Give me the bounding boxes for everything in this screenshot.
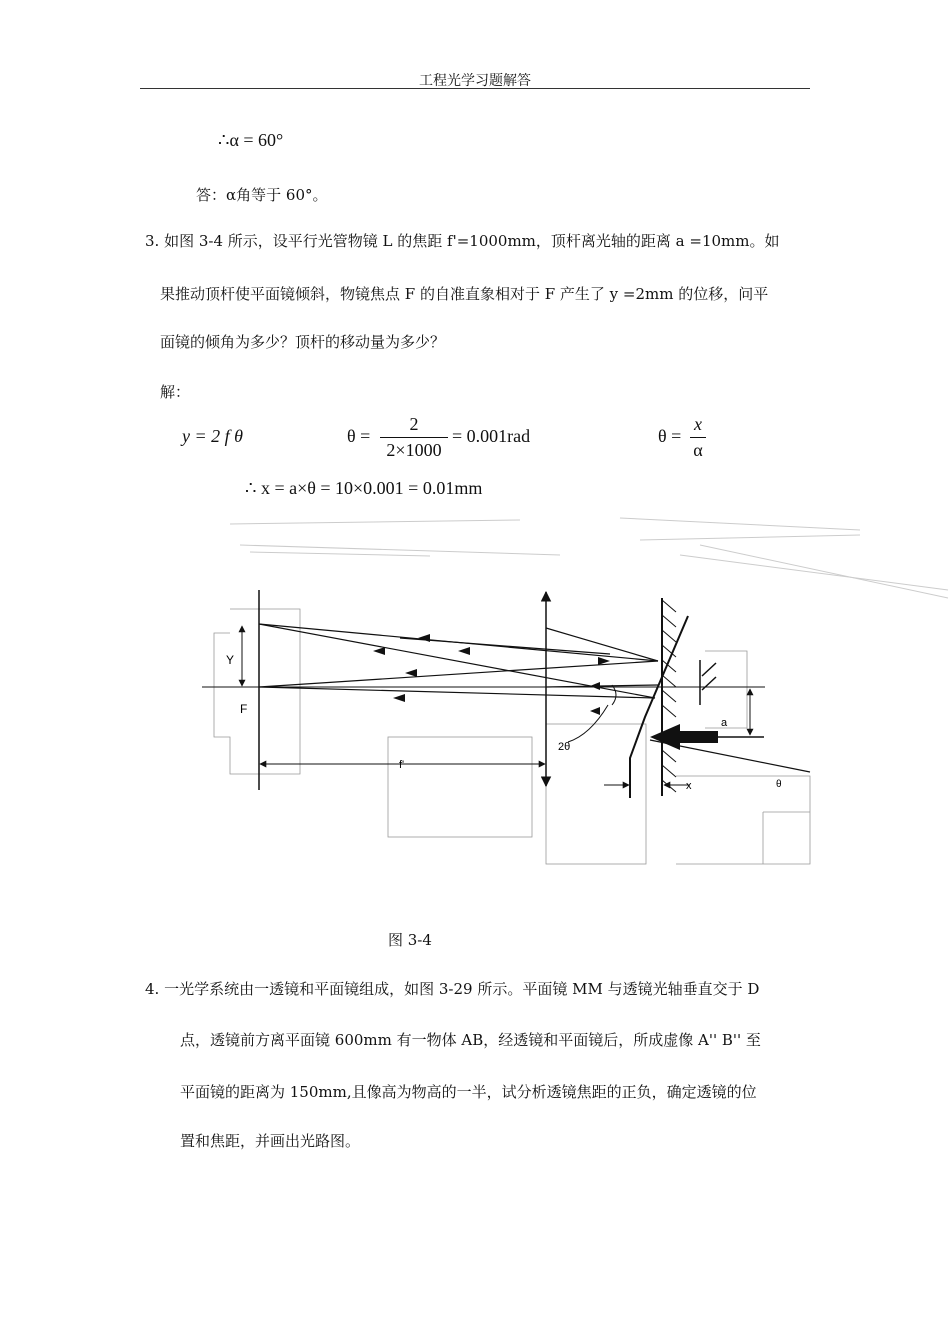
equation-theta2-lhs: θ =	[658, 426, 682, 446]
problem4-line1: 4. 一光学系统由一透镜和平面镜组成，如图 3-29 所示。平面镜 MM 与透镜光轴垂直交于 D	[145, 980, 760, 998]
problem4-line4: 置和焦距，并画出光路图。	[180, 1132, 361, 1150]
label-f: F	[240, 702, 248, 716]
equation-theta-denominator: 2×1000	[386, 440, 442, 460]
tilted-mirror	[630, 616, 688, 798]
figure-caption: 图 3-4	[388, 931, 432, 949]
equation-theta-rhs: = 0.001rad	[452, 426, 531, 446]
equation-theta2-denominator: α	[693, 440, 703, 460]
angle-arc	[612, 685, 616, 705]
label-y: Y	[226, 653, 235, 667]
equation-theta-lhs: θ =	[347, 426, 371, 446]
problem3-line2: 果推动顶杆使平面镜倾斜，物镜焦点 F 的自准直象相对于 F 产生了 y =2mm 的位移，问平	[160, 285, 769, 303]
two-theta-leader	[568, 705, 608, 742]
push-rod-tip	[650, 724, 680, 750]
light-rays	[259, 624, 810, 772]
problem3-line1: 3. 如图 3-4 所示，设平行光管物镜 L 的焦距 f'=1000mm，顶杆离光轴的距离 a =10mm。如	[145, 232, 780, 250]
answer-line: 答：α角等于 60°。	[196, 186, 328, 204]
mirror-hatching	[662, 600, 676, 792]
problem3-line3: 面镜的倾角为多少？顶杆的移动量为多少？	[160, 333, 446, 351]
small-mirror-symbol	[700, 660, 716, 705]
alpha-result: ∴α = 60°	[218, 130, 284, 150]
solution-label: 解：	[160, 383, 191, 401]
equation-x: ∴ x = a×θ = 10×0.001 = 0.01mm	[245, 478, 483, 498]
equation-theta-numerator: 2	[409, 414, 419, 434]
equation-theta2-numerator: x	[694, 414, 702, 434]
problem4-line3: 平面镜的距离为 150mm,且像高为物高的一半，试分析透镜焦距的正负，确定透镜的位	[180, 1083, 757, 1101]
push-rod	[678, 731, 718, 743]
label-x: x	[686, 780, 692, 792]
label-theta: θ	[776, 779, 782, 790]
page-header: 工程光学习题解答	[419, 73, 531, 89]
equation-y: y = 2 f θ	[182, 426, 243, 446]
label-f-prime: f'	[399, 759, 405, 771]
label-a: a	[721, 717, 728, 729]
label-two-theta: 2θ	[558, 741, 571, 753]
scan-artifacts	[230, 518, 948, 598]
problem4-line2: 点，透镜前方离平面镜 600mm 有一物体 AB，经透镜和平面镜后，所成虚像 A'' B'' 至	[180, 1031, 761, 1049]
